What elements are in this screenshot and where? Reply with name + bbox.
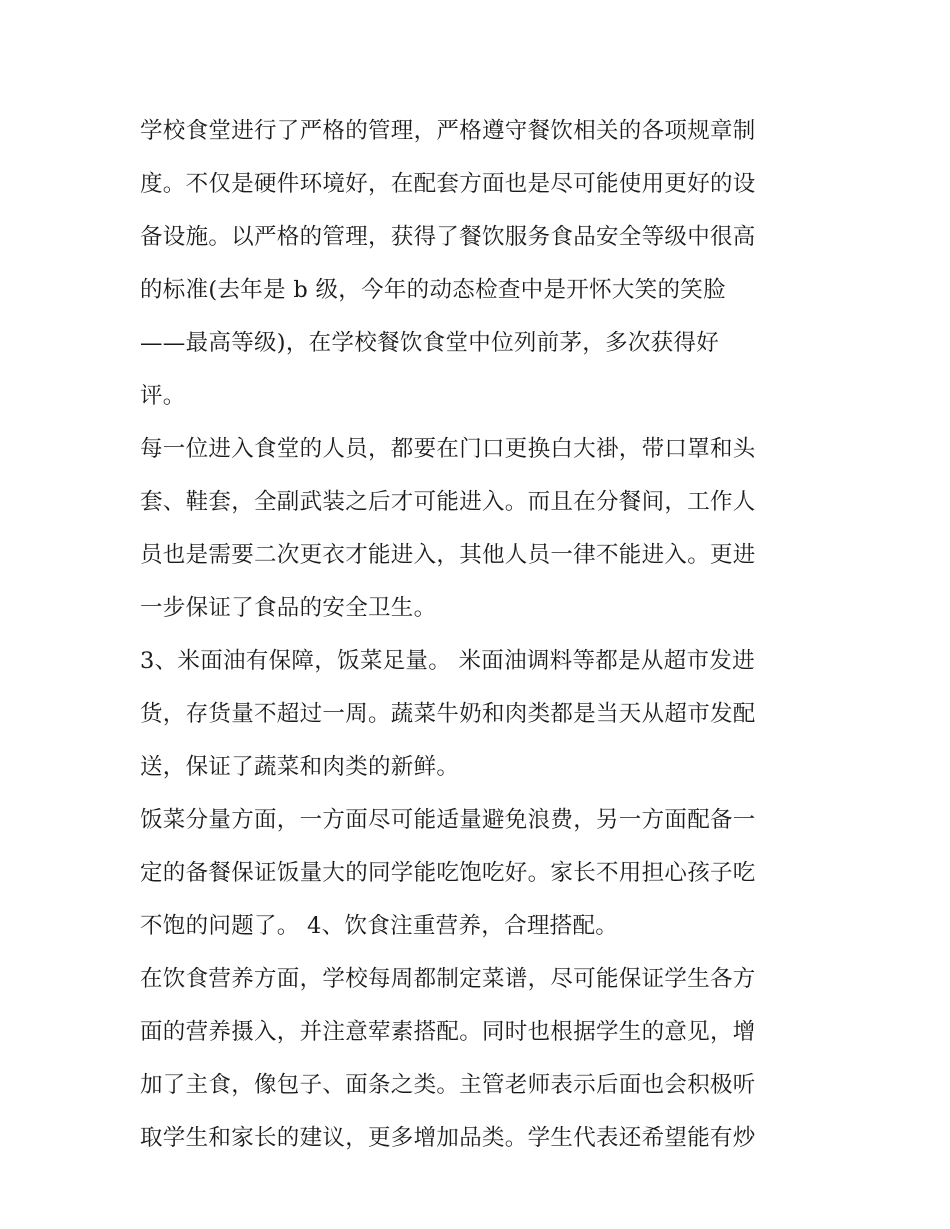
- text-line: 每一位进入食堂的人员，都要在门口更换白大褂，带口罩和头: [140, 436, 756, 462]
- text-line: 评。: [140, 383, 186, 409]
- text-line: 一步保证了食品的安全卫生。: [140, 595, 437, 621]
- text-line: 货，存货量不超过一周。蔬菜牛奶和肉类都是当天从超市发配: [140, 701, 756, 727]
- text-line: 备设施。以严格的管理，获得了餐饮服务食品安全等级中很高: [140, 224, 756, 250]
- text-line: 的标准(去年是 b 级，今年的动态检查中是开怀大笑的笑脸: [140, 277, 726, 303]
- text-line: 定的备餐保证饭量大的同学能吃饱吃好。家长不用担心孩子吃: [140, 860, 756, 886]
- text-line: 度。不仅是硬件环境好，在配套方面也是尽可能使用更好的设: [140, 171, 756, 197]
- text-line: 不饱的问题了。 4、饮食注重营养，合理搭配。: [140, 913, 619, 939]
- text-line: 饭菜分量方面，一方面尽可能适量避免浪费，另一方面配备一: [140, 807, 756, 833]
- text-line: 学校食堂进行了严格的管理，严格遵守餐饮相关的各项规章制: [140, 118, 756, 144]
- text-line: 套、鞋套，全副武装之后才可能进入。而且在分餐间，工作人: [140, 489, 756, 515]
- text-line: 员也是需要二次更衣才能进入，其他人员一律不能进入。更进: [140, 542, 756, 568]
- text-line: 送，保证了蔬菜和肉类的新鲜。: [140, 754, 460, 780]
- text-line: 加了主食，像包子、面条之类。主管老师表示后面也会积极听: [140, 1072, 756, 1098]
- document-body: [140, 105, 820, 1165]
- text-line: ——最高等级)，在学校餐饮食堂中位列前茅，多次获得好: [140, 330, 720, 356]
- text-line: 3、米面油有保障，饭菜足量。 米面油调料等都是从超市发进: [140, 648, 755, 674]
- text-line: 在饮食营养方面，学校每周都制定菜谱，尽可能保证学生各方: [140, 966, 756, 992]
- text-line: 面的营养摄入，并注意荤素搭配。同时也根据学生的意见，增: [140, 1019, 756, 1045]
- text-line: 取学生和家长的建议，更多增加品类。学生代表还希望能有炒: [140, 1125, 756, 1151]
